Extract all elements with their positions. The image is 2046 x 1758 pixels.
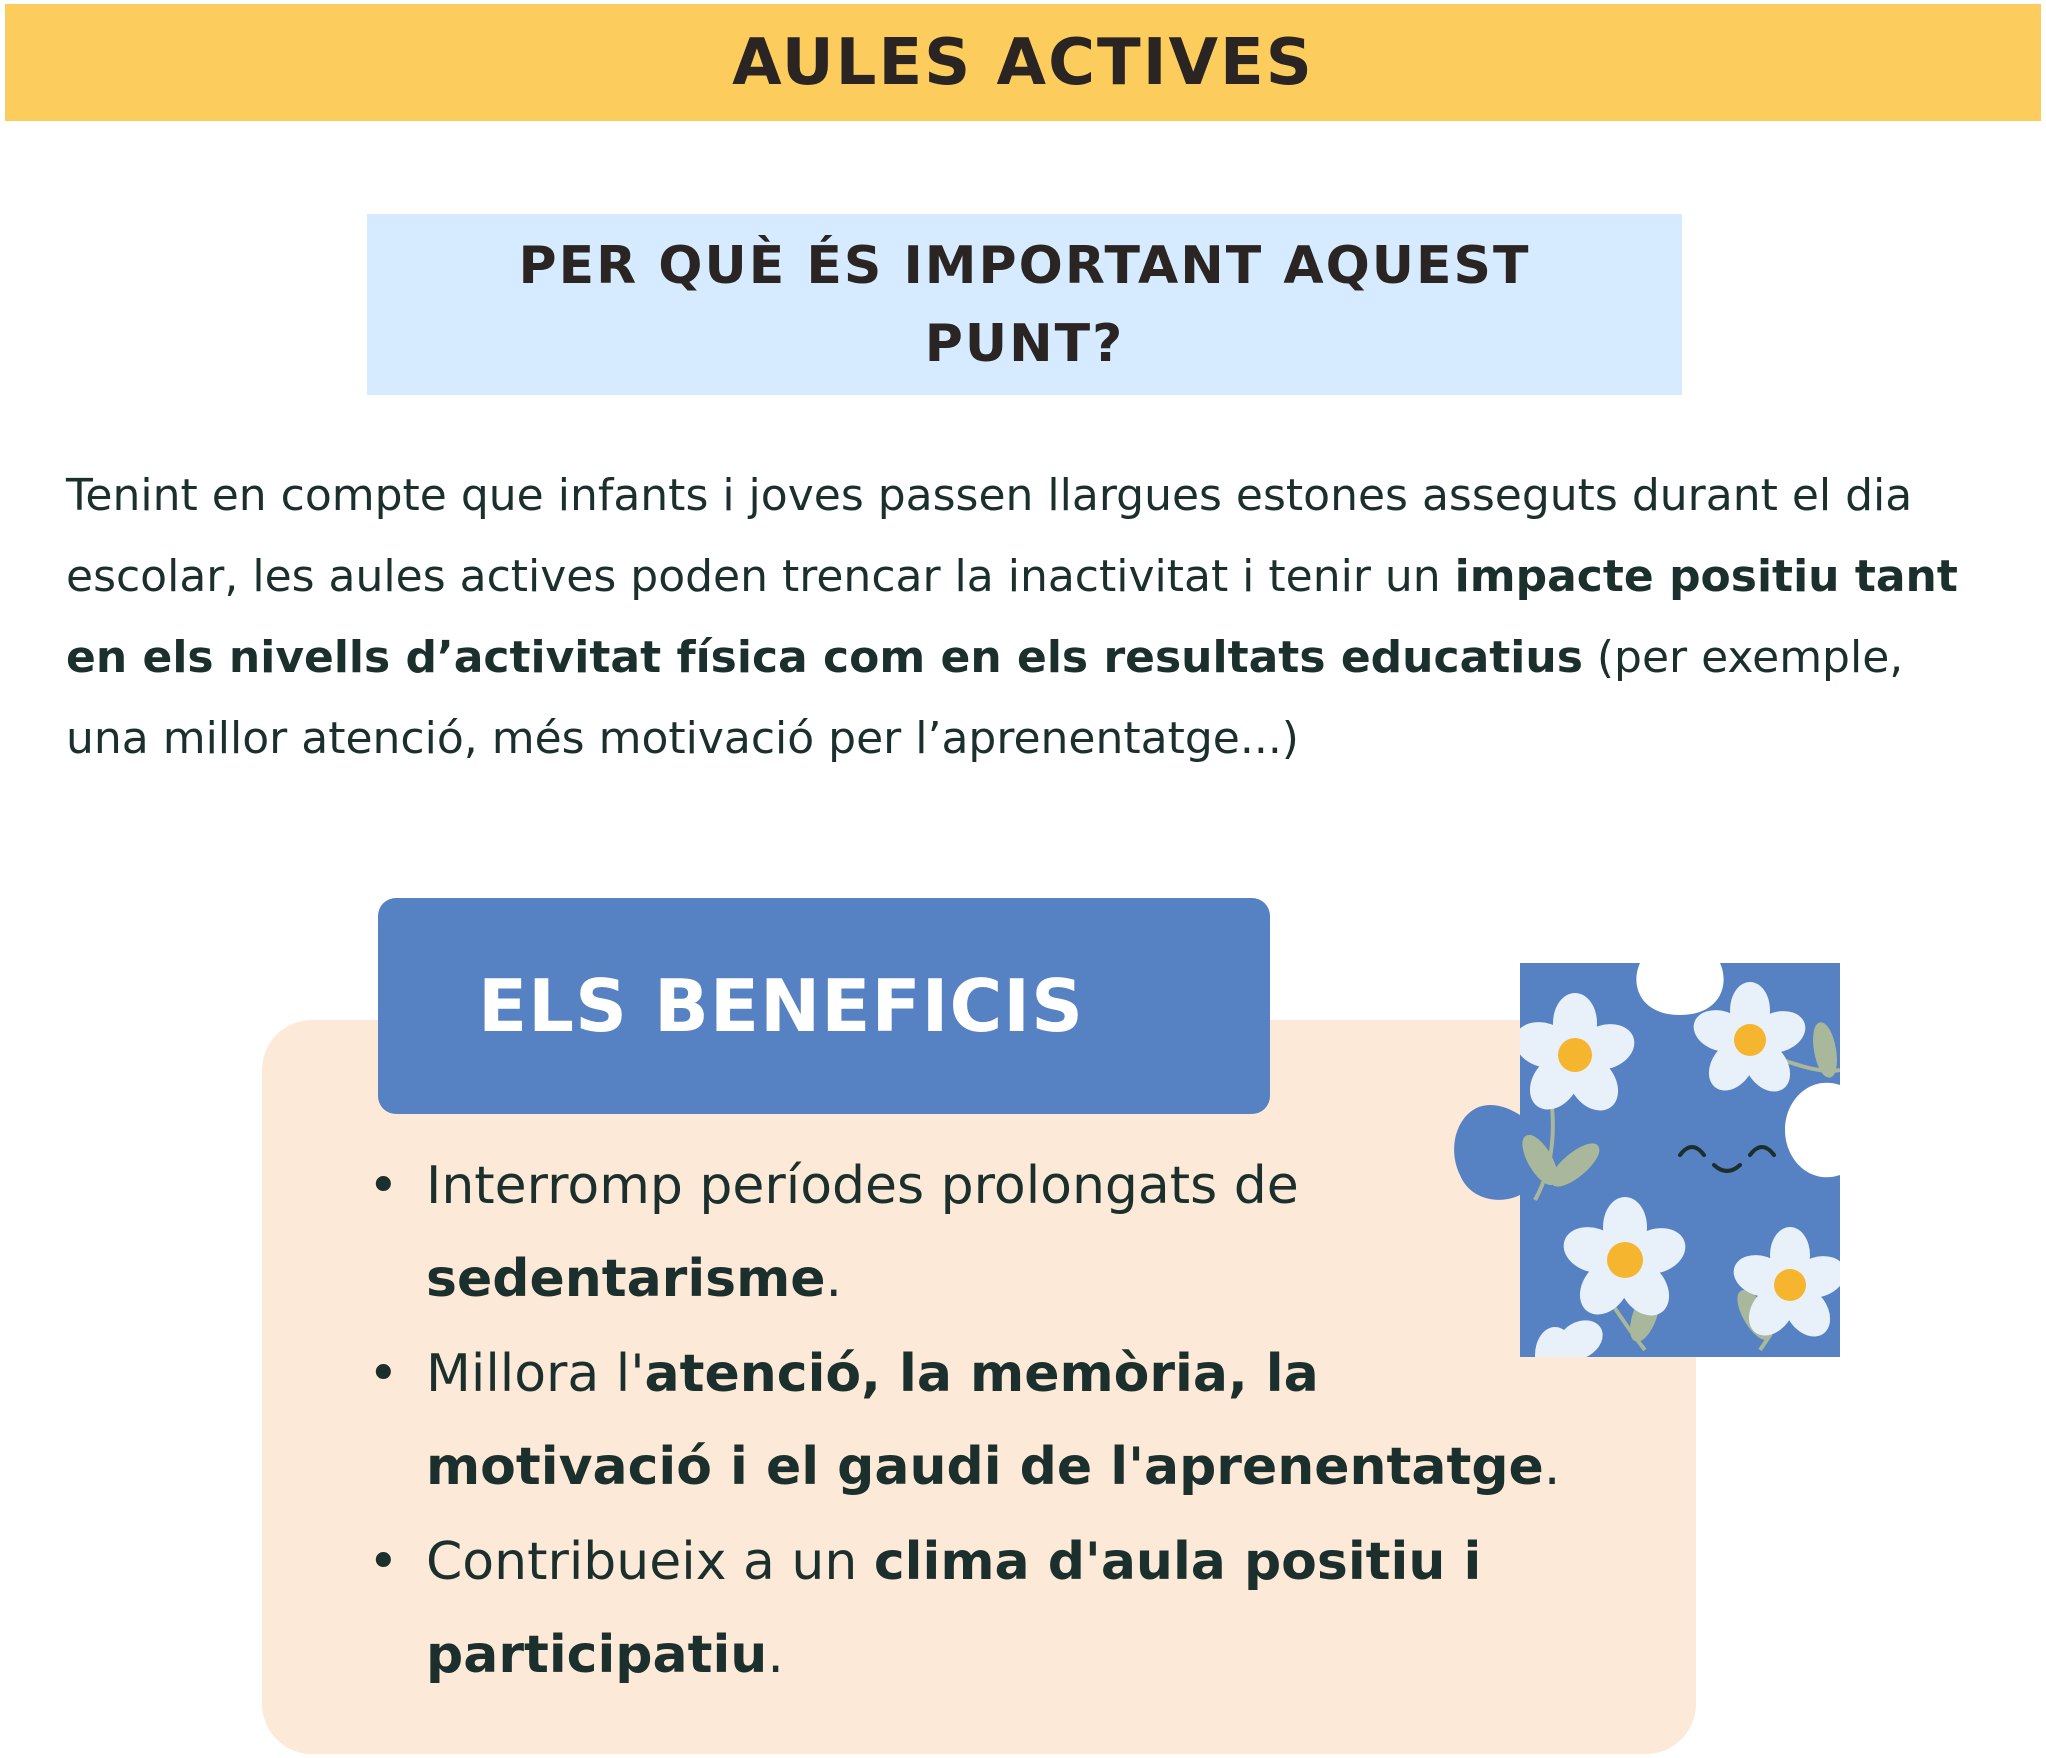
benefit-end: . bbox=[767, 1625, 784, 1685]
question-box bbox=[367, 214, 1682, 395]
benefit-highlight: sedentarisme bbox=[426, 1249, 826, 1309]
benefit-item bbox=[360, 1140, 1590, 1326]
benefit-text: Millora l' bbox=[426, 1344, 645, 1404]
benefit-end: . bbox=[825, 1249, 843, 1309]
benefits-title: ELS BENEFICIS bbox=[478, 964, 1084, 1048]
benefits-header bbox=[378, 898, 1270, 1114]
title-banner bbox=[5, 4, 2041, 121]
benefits-list bbox=[360, 1140, 1590, 1704]
page-title: AULES ACTIVES bbox=[732, 25, 1314, 100]
intro-text-start: Tenint en compte que infants i joves passen llargues estones asseguts durant el dia escolar, les aules actives poden trencar la inactivitat i tenir un bbox=[66, 470, 1913, 602]
benefit-item bbox=[360, 1516, 1590, 1702]
benefit-text: Interromp períodes prolongats de bbox=[426, 1156, 1299, 1216]
benefit-end: . bbox=[1543, 1437, 1561, 1497]
intro-text-highlight: impacte positiu tant en els nivells d’activitat física com en els resultats educatius bbox=[66, 551, 1958, 683]
benefit-highlight: clima d'aula positiu i participatiu bbox=[426, 1532, 1482, 1685]
bullet-icon: • bbox=[368, 1344, 399, 1404]
benefit-item bbox=[360, 1328, 1590, 1514]
intro-paragraph bbox=[66, 455, 1986, 779]
benefit-highlight: atenció, la memòria, la motivació i el gaudi de l'aprenentatge bbox=[426, 1344, 1544, 1497]
benefit-text: Contribueix a un bbox=[426, 1532, 874, 1592]
question-heading: PER QUÈ ÉS IMPORTANT AQUEST PUNT? bbox=[518, 235, 1531, 374]
intro-text-end: (per exemple, una millor atenció, més motivació per l’aprenentatge...) bbox=[66, 632, 1904, 764]
puzzle-piece-flowers-icon bbox=[1440, 955, 1920, 1365]
bullet-icon: • bbox=[368, 1532, 399, 1592]
bullet-icon: • bbox=[368, 1156, 399, 1216]
